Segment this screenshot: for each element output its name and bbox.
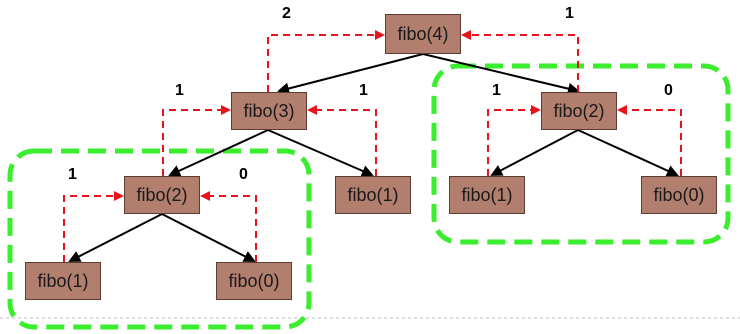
return-arrow-f1-mid-to-f3 — [309, 110, 376, 176]
node-fibo-1-left: fibo(1) — [25, 262, 101, 300]
return-value-label: 1 — [175, 82, 184, 99]
return-value-label: 1 — [492, 82, 501, 99]
edge-root-to-f3 — [279, 54, 423, 91]
return-value-label: 1 — [359, 82, 368, 99]
return-value-label: 2 — [282, 5, 291, 22]
return-arrow-f0-left-to-f2-left — [202, 196, 256, 262]
return-arrow-f1-right-to-f2-right — [488, 110, 539, 176]
return-value-label: 0 — [239, 166, 248, 183]
node-fibo-2-left: fibo(2) — [124, 176, 200, 214]
node-fibo-3: fibo(3) — [231, 92, 307, 130]
return-value-label: 1 — [68, 166, 77, 183]
return-value-label: 0 — [664, 82, 673, 99]
node-fibo-2-right: fibo(2) — [541, 92, 617, 130]
edge-f2-right-to-f0-right — [578, 130, 677, 175]
return-arrow-f2-left-to-f3 — [163, 110, 229, 176]
edge-f2-right-to-f1-right — [492, 130, 578, 175]
edge-f2-left-to-f0-left — [162, 214, 254, 261]
node-fibo-4: fibo(4) — [385, 14, 461, 54]
return-value-label: 1 — [565, 5, 574, 22]
return-arrow-f1-left-to-f2-left — [64, 196, 122, 262]
return-arrow-f0-right-to-f2-right — [619, 110, 681, 176]
node-fibo-1-right: fibo(1) — [449, 176, 525, 214]
edge-f2-left-to-f1-left — [70, 214, 162, 261]
node-fibo-0-left: fibo(0) — [216, 262, 292, 300]
node-fibo-0-right: fibo(0) — [641, 176, 717, 214]
node-fibo-1-mid: fibo(1) — [335, 176, 411, 214]
